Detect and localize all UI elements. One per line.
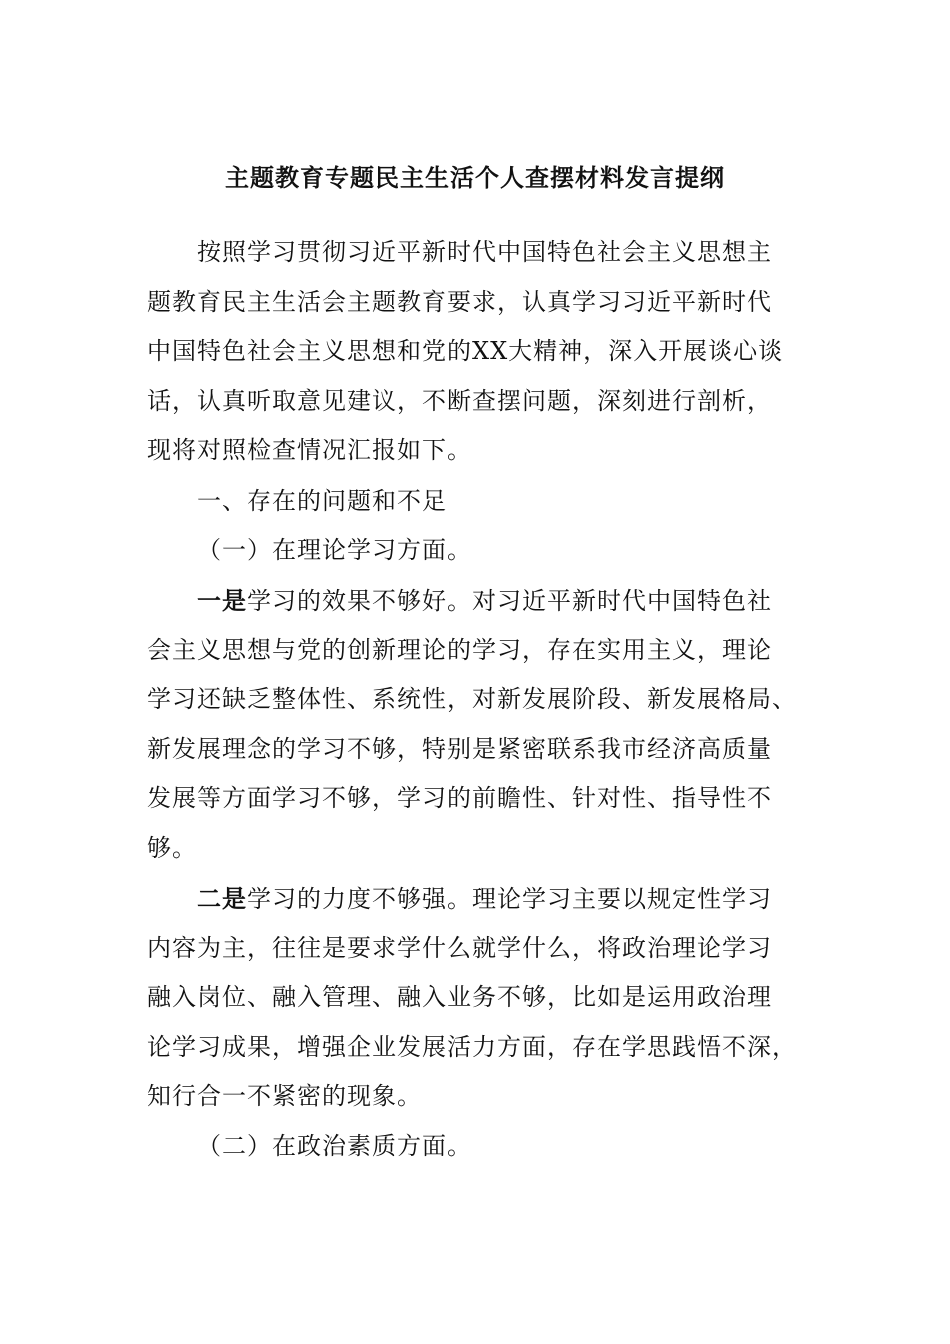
intro-line: 话，认真听取意见建议，不断查摆问题，深刻进行剖析， xyxy=(147,386,772,415)
point-paragraph-1 xyxy=(147,576,807,873)
point-line: 学习还缺乏整体性、系统性，对新发展阶段、新发展格局、 xyxy=(147,685,797,713)
point-line: 论学习成果，增强企业发展活力方面，存在学思践悟不深， xyxy=(147,1032,797,1061)
point-first-line-text: 学习的效果不够好。对习近平新时代中国特色社 xyxy=(247,587,772,615)
point-line: 融入岗位、融入管理、融入业务不够，比如是运用政治理 xyxy=(147,983,772,1011)
section-heading-text: 一、存在的问题和不足 xyxy=(197,487,447,515)
point-paragraph-2 xyxy=(147,874,807,1122)
point-line: 内容为主，往往是要求学什么就学什么，将政治理论学习 xyxy=(147,933,772,962)
point-line: 会主义思想与党的创新理论的学习，存在实用主义，理论 xyxy=(147,635,772,664)
point-lead: 二是 xyxy=(197,884,247,913)
subsection-heading-text: （二）在政治素质方面。 xyxy=(197,1132,472,1160)
subsection-heading-1 xyxy=(147,526,807,576)
point-first-line-text: 学习的力度不够强。理论学习主要以规定性学习 xyxy=(247,885,772,913)
intro-line: 中国特色社会主义思想和党的XX大精神，深入开展谈心谈 xyxy=(147,337,784,365)
subsection-heading-2 xyxy=(147,1122,807,1172)
intro-line: 现将对照检查情况汇报如下。 xyxy=(147,436,472,464)
point-line: 发展等方面学习不够，学习的前瞻性、针对性、指导性不 xyxy=(147,784,772,812)
point-first-line xyxy=(147,576,807,626)
point-line: 新发展理念的学习不够，特别是紧密联系我市经济高质量 xyxy=(147,734,772,763)
point-line: 知行合一不紧密的现象。 xyxy=(147,1082,422,1110)
point-lead: 一是 xyxy=(197,586,247,615)
intro-line: 题教育民主生活会主题教育要求，认真学习习近平新时代 xyxy=(147,287,772,316)
document-title: 主题教育专题民主生活个人查摆材料发言提纲 xyxy=(225,163,725,192)
point-line: 够。 xyxy=(147,833,197,862)
intro-paragraph xyxy=(147,228,807,476)
section-heading xyxy=(147,477,807,527)
intro-line: 按照学习贯彻习近平新时代中国特色社会主义思想主 xyxy=(197,238,772,266)
point-first-line xyxy=(147,874,807,924)
subsection-heading-text: （一）在理论学习方面。 xyxy=(197,536,472,564)
